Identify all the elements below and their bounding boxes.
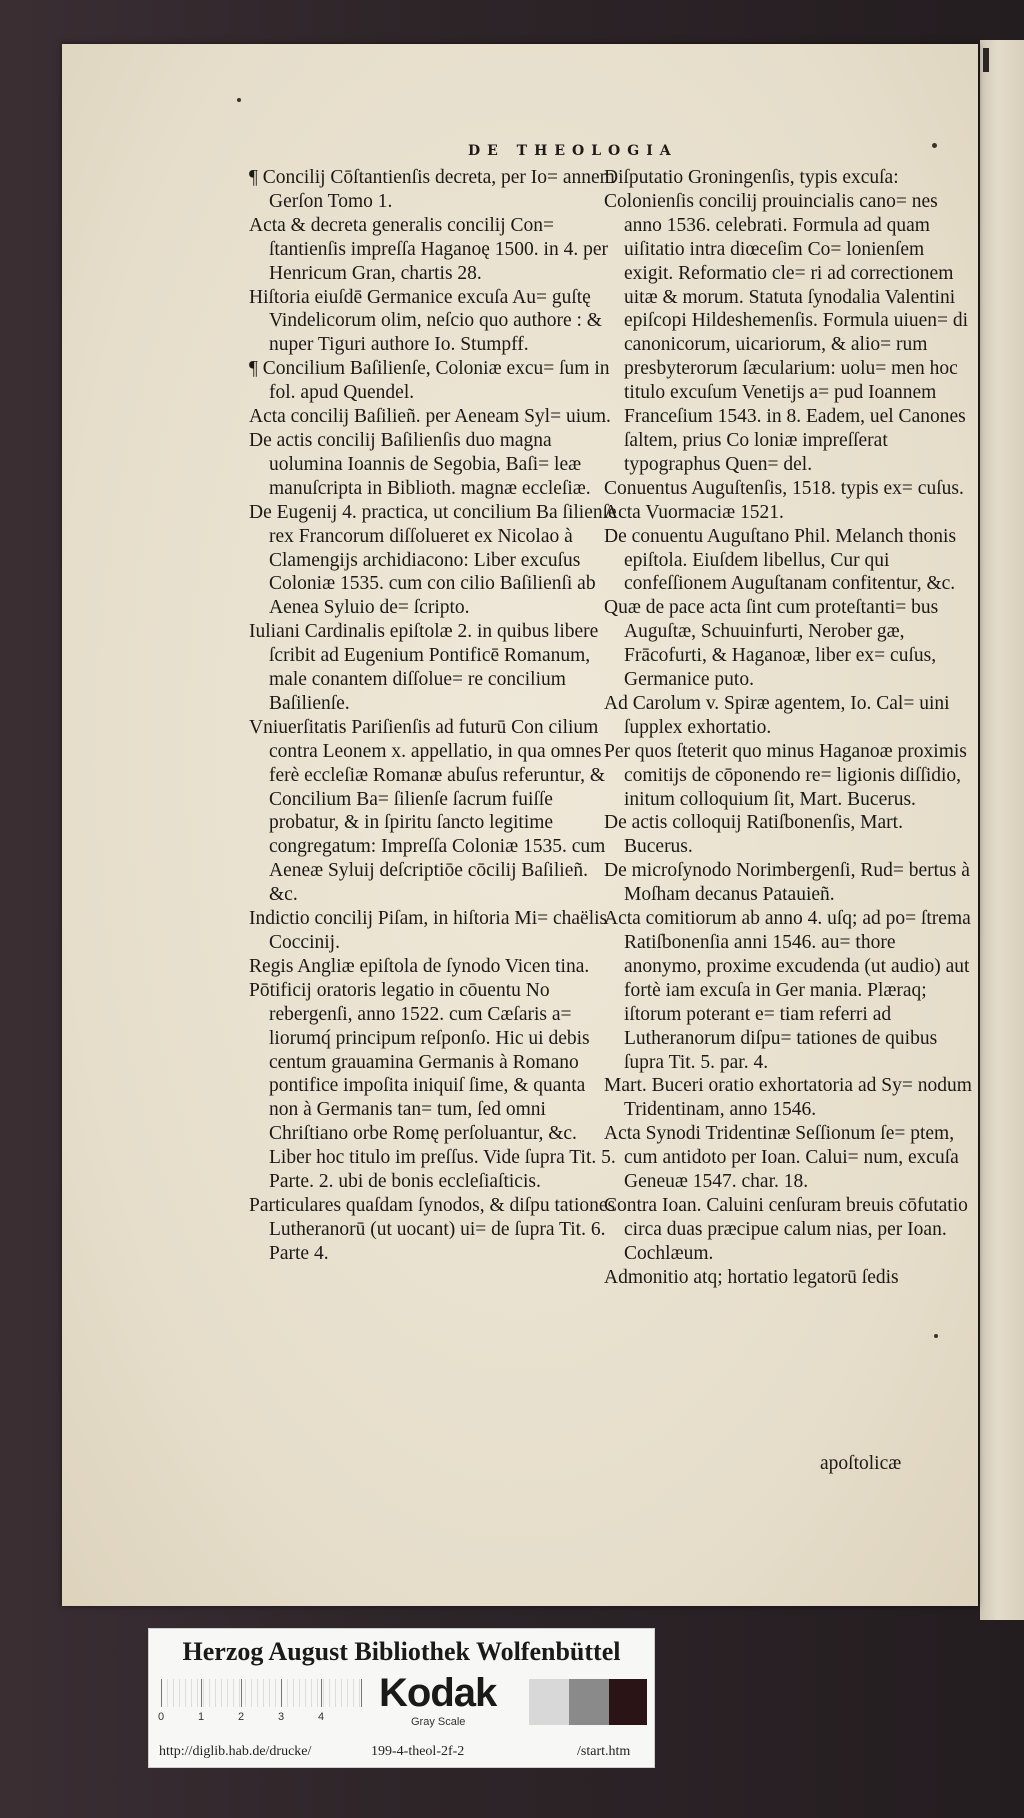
paper-speck <box>932 143 937 148</box>
paper-speck <box>934 1334 938 1338</box>
right-column <box>604 166 974 1290</box>
ruler-number: 0 <box>158 1711 165 1723</box>
library-scan-label <box>148 1628 655 1768</box>
paper-speck <box>237 98 241 102</box>
gray-swatch-dark <box>609 1679 647 1725</box>
entry: Mart. Buceri oratio exhortatoria ad Sy= nodum Tridentinam, anno 1546. <box>604 1075 972 1121</box>
gray-swatch-light <box>529 1679 569 1725</box>
ruler-number: 4 <box>318 1711 325 1723</box>
running-head: DE THEOLOGIA <box>468 143 678 159</box>
gray-swatch-mid <box>569 1679 609 1725</box>
entry: Particulares quaſdam ſynodos, & diſpu tationes Lutheranorū (ut uocant) ui= de ſupra Tit. 6. Parte 4. <box>249 1194 616 1264</box>
entry: ¶ Concilium Baſilienſe, Coloniæ excu= ſum in fol. apud Quendel. <box>249 358 610 404</box>
entry: Colonienſis concilij prouincialis cano= nes anno 1536. celebrati. Formula ad quam uiſitatio intra diœceſim Co= lonienſem exigit. Reformatio cle= ri ad correctionem uitæ & morum. Statuta ſynodalia Valentini epiſcopi Hildeshemenſis. Formula uiuen= di canonicorum, uicariorum, & alio= rum presbyterorum ſæcularium: uolu= men hoc titulo excuſum Venetijs a= pud Ioannem Franceſium 1543. in 8. Eadem, uel Canones ſaltem, prius Co loniæ impreſſerat typographus Quen= del. <box>604 190 969 475</box>
entry: De conuentu Auguſtano Phil. Melanch thonis epiſtola. Eiuſdem libellus, Cur qui confeſſionem Auguſtanam confitentur, &c. <box>604 525 957 595</box>
url-base: http://diglib.hab.de/drucke/ <box>159 1744 312 1759</box>
entry: Acta Vuormaciæ 1521. <box>604 501 784 523</box>
entry: Vniuerſitatis Pariſienſis ad futurū Con cilium contra Leonem x. appellatio, in qua omnes ferè eccleſiæ Romanæ abuſus referuntur, & Concilium Ba= ſilienſe ſacrum fuiſſe probatur, & in ſpiritu ſancto legitime congregatum: Impreſſa Coloniæ 1535. cum Aeneæ Syluij deſcriptiōe cōcilij Baſilieñ. &c. <box>249 716 606 906</box>
entry: Iuliani Cardinalis epiſtolæ 2. in quibus libere ſcribit ad Eugenium Pontificē Romanum, male conantem diſſolue= re concilium Baſilienſe. <box>249 621 599 714</box>
entry: Per quos ſteterit quo minus Haganoæ proximis comitijs de cōponendo re= ligionis diſſidio, initum colloquium ſit, Mart. Bucerus. <box>604 740 967 810</box>
entry: ¶ Concilij Cōſtantienſis decreta, per Io= annem Gerſon Tomo 1. <box>249 167 615 212</box>
library-name: Herzog August Bibliothek Wolfenbüttel <box>182 1637 621 1666</box>
entry: Acta & decreta generalis concilij Con= ſtantienſis impreſſa Haganoę 1500. in 4. per Henricum Gran, chartis 28. <box>249 214 608 284</box>
url-tail: /start.htm <box>577 1744 631 1759</box>
entry: Indictio concilij Piſam, in hiſtoria Mi= chaëlis Coccinij. <box>249 908 608 953</box>
facing-page-edge <box>980 40 1024 1620</box>
entry: Regis Angliæ epiſtola de ſynodo Vicen tina. <box>249 955 590 977</box>
entry: Contra Ioan. Caluini cenſuram breuis cōfutatio circa duas præcipue calum nias, per Ioan. Cochlæum. <box>604 1194 968 1264</box>
entry: De Eugenij 4. practica, ut concilium Ba ſilienſe rex Francorum diſſolueret ex Nicolao à Clamengijs archidiacono: Liber excuſus Coloniæ 1535. cum con cilio Baſilienſi ab Aenea Syluio de= ſcripto. <box>249 501 617 619</box>
entry: Conuentus Auguſtenſis, 1518. typis ex= cuſus. <box>604 477 964 499</box>
entry: Ad Carolum v. Spiræ agentem, Io. Cal= uini ſupplex exhortatio. <box>604 692 950 738</box>
entry: Acta concilij Baſilieñ. per Aeneam Syl= uium. <box>249 406 611 428</box>
entry: Diſputatio Groningenſis, typis excuſa: <box>604 167 899 188</box>
entry: Acta Synodi Tridentinæ Seſſionum ſe= ptem, cum antidoto per Ioan. Calui= num, excuſa Geneuæ 1547. char. 18. <box>604 1123 959 1193</box>
page-clip <box>983 48 989 72</box>
left-column <box>249 166 619 1266</box>
entry: Quæ de pace acta ſint cum proteſtanti= bus Auguſtæ, Schuuinfurti, Nerober gæ, Frācofurti, & Haganoæ, liber ex= cuſus, Germanice puto. <box>604 597 939 691</box>
kodak-logo: Kodak <box>379 1671 497 1715</box>
entry: De microſynodo Norimbergenſi, Rud= bertus à Moſham decanus Patauieñ. <box>604 860 970 906</box>
entry: Pōtificij oratoris legatio in cōuentu No rebergenſi, anno 1522. cum Cæſaris a= liorumq́ principum reſponſo. Hic ui debis centum grauamina Germanis à Romano pontifice impoſita iniquiſ ſime, & quanta non à Germanis tan= tum, ſed omni Chriſtiano orbe Romę perſoluantur, &c. Liber hoc titulo im preſſus. Vide ſupra Tit. 5. Parte. 2. ubi de bonis eccleſiaſticis. <box>249 979 616 1193</box>
gray-scale-caption: Gray Scale <box>411 1716 466 1728</box>
ruler-numbers <box>158 1711 371 1727</box>
entry: Acta comitiorum ab anno 4. uſq; ad po= ſtrema Ratiſbonenſia anni 1546. au= thore anonymo, proxime excudenda (ut audio) aut fortè iam excuſa in Ger mania. Plæraq; iſtorum poterant e= tiam referri ad Lutheranorum diſpu= tationes de quibus ſupra Tit. 5. par. 4. <box>604 908 971 1073</box>
catchword: apoſtolicæ <box>820 1453 902 1474</box>
ruler-number: 3 <box>278 1711 285 1723</box>
url-id: 199-4-theol-2f-2 <box>371 1744 465 1759</box>
entry: De actis colloquij Ratiſbonenſis, Mart. Bucerus. <box>604 812 903 858</box>
ruler-scale <box>161 1679 361 1707</box>
entry: Hiſtoria eiuſdē Germanice excuſa Au= guſtę Vindelicorum olim, neſcio quo authore : & nuper Tiguri authore Io. Stumpff. <box>249 286 602 356</box>
entry: Admonitio atq; hortatio legatorū ſedis <box>604 1266 899 1288</box>
ruler-number: 2 <box>238 1711 245 1723</box>
ruler-number: 1 <box>198 1711 205 1723</box>
entry: De actis concilij Baſilienſis duo magna uolumina Ioannis de Segobia, Baſi= leæ manuſcripta in Biblioth. magnæ eccleſiæ. <box>249 429 591 499</box>
